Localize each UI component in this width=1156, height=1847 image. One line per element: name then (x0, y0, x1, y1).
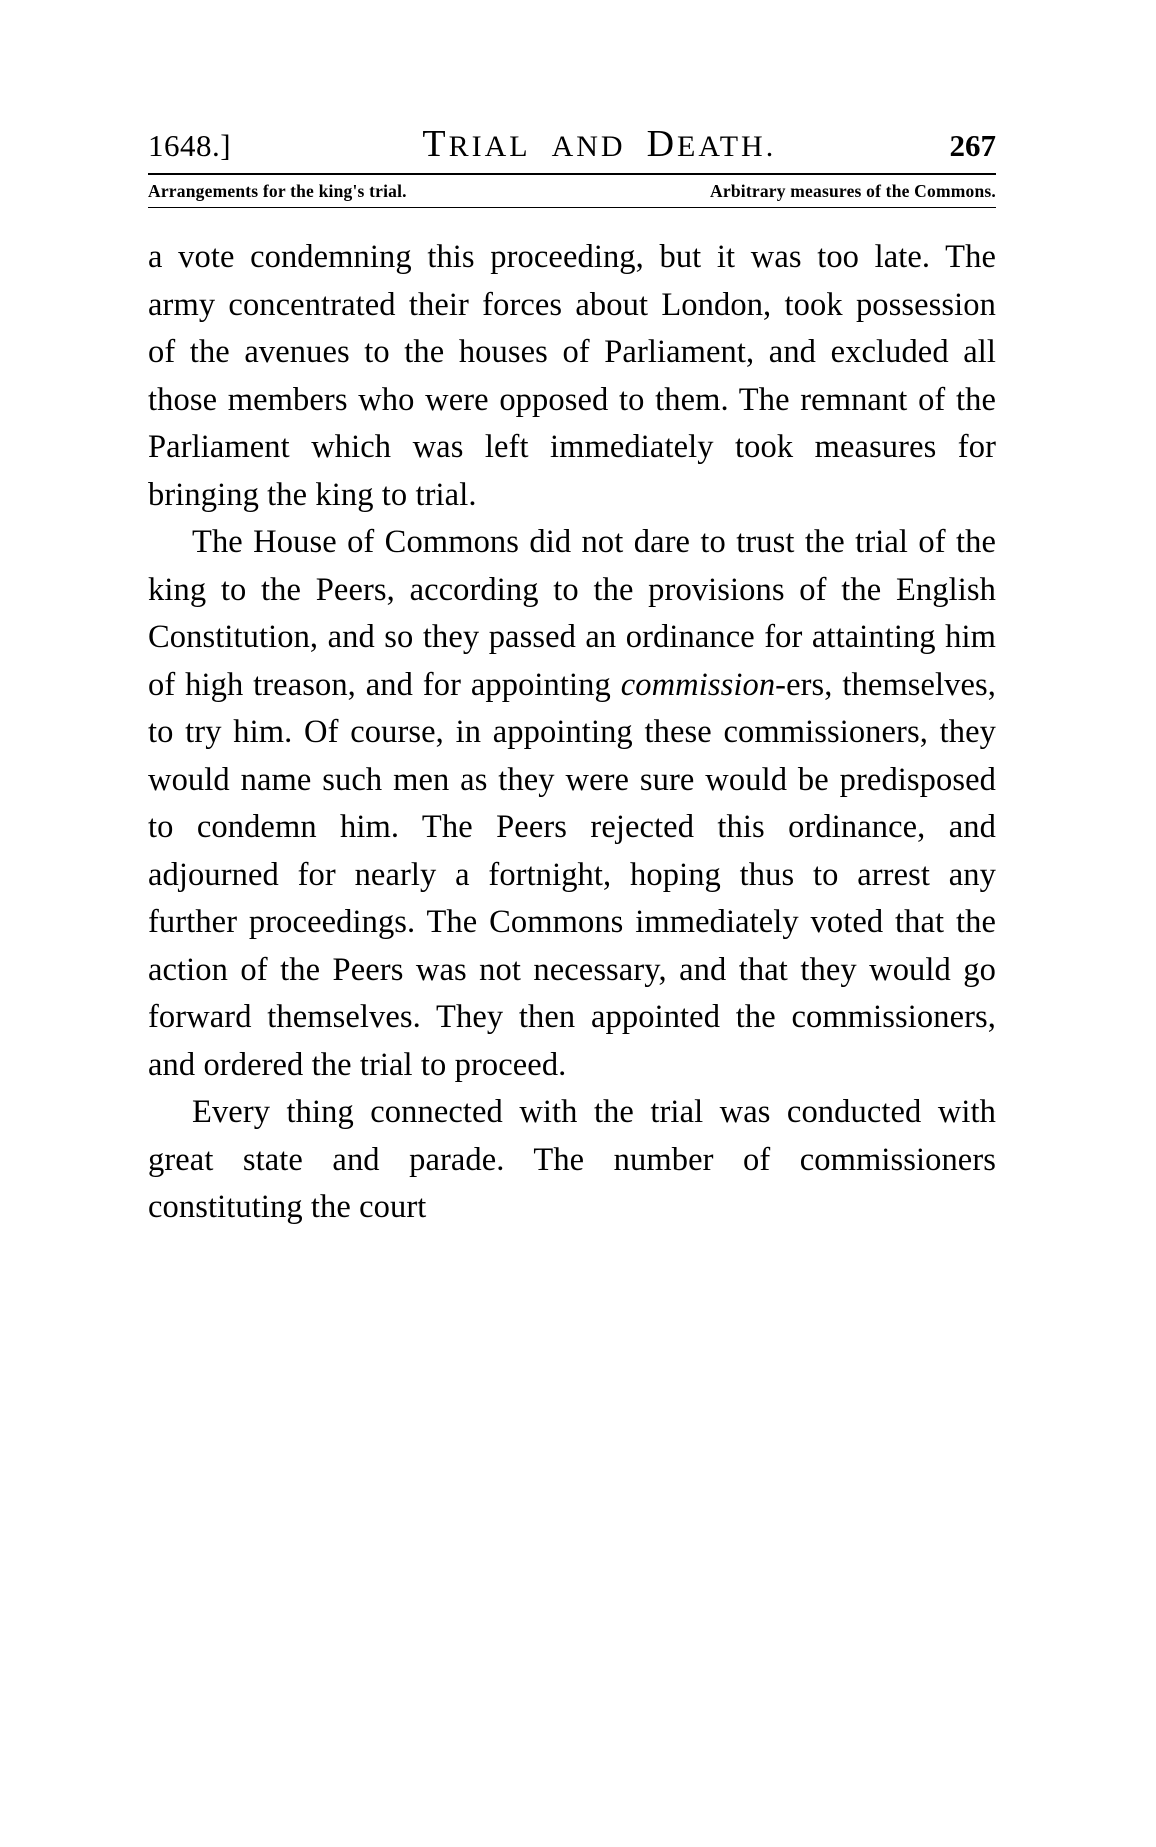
title-rest-death: EATH. (677, 130, 777, 163)
page-title (422, 122, 776, 166)
paragraph-2-part-a: The House of Commons did not dare to trust the trial of the king to the Peers, according to the provisions of the English Constitution, and so they passed an ordinance for attainting him of high treason, and for appointing (148, 524, 996, 703)
title-cap-t: T (422, 123, 449, 165)
paragraph-2 (148, 519, 996, 1089)
title-rest-trial: RIAL (448, 130, 531, 163)
body-text (148, 234, 996, 1232)
sidehead-left: Arrangements for the king's trial. (148, 181, 407, 201)
paragraph-1: a vote condemning this proceeding, but it was too late. The army concentrated their forces about London, took possession of the avenues to the houses of Parliament, and excluded all those members who were opposed to them. The remnant of the Parliament which was left immediately took measures for bringing the king to trial. (148, 239, 996, 513)
header-year: 1648.] (148, 128, 232, 163)
running-head (148, 122, 996, 166)
sidehead-right: Arbitrary measures of the Commons. (710, 181, 996, 201)
italic-commissioners: commission- (620, 666, 787, 703)
page-number: 267 (949, 128, 996, 163)
page-content (148, 0, 996, 1232)
paragraph-3: Every thing connected with the trial was conducted with great state and parade. The number of commissioners constituting the court (148, 1094, 996, 1225)
paragraph-2-part-b: ers, themselves, to try him. Of course, in appointing these commissioners, they would name such men as they were sure would be predisposed to condemn him. The Peers rejected this ordinance, and adjourned for nearly a fortnight, hoping thus to arrest any further proceedings. The Commons immediately voted that the action of the Peers was not necessary, and that they would go forward themselves. They then appointed the commissioners, and ordered the trial to proceed. (148, 666, 997, 1083)
title-cap-d: D (646, 123, 678, 165)
title-and: AND (551, 130, 626, 163)
sidehead-rule (148, 207, 996, 208)
marginal-headings (148, 175, 996, 202)
